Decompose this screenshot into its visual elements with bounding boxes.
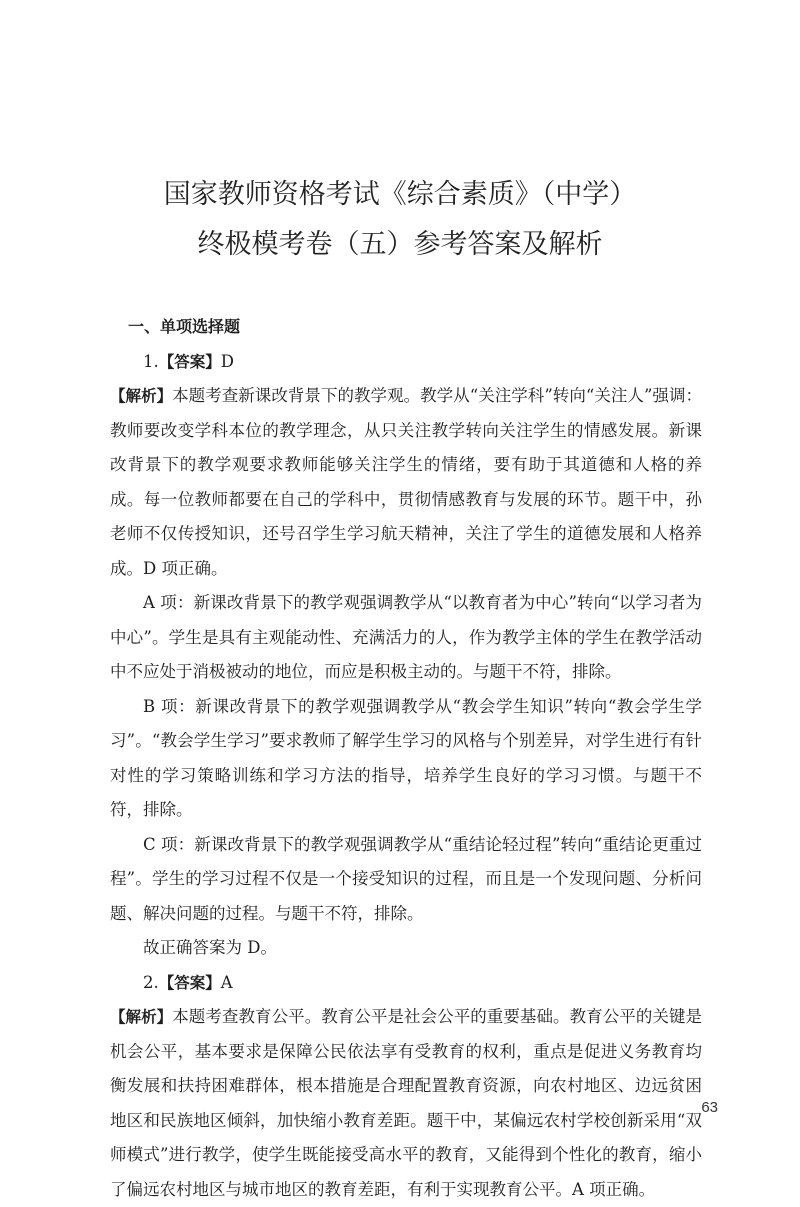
document-title (0, 170, 800, 270)
q1-analysis-label: 【解析】 (110, 387, 173, 405)
q1-answer-label: 【答案】 (158, 352, 221, 371)
title-line-1: 国家教师资格考试《综合素质》（中学） (163, 179, 637, 210)
q2-number: 2. (143, 972, 159, 992)
q1-analysis (110, 379, 702, 586)
q2-analysis-text: 本题考查教育公平。教育公平是社会公平的重要基础。教育公平的关键是机会公平，基本要求是保障公民依法享有受教育的权利，重点是促进义务教育均衡发展和扶持困难群体，根本措施是合理配置教育资源，向农村地区、边远贫困地区和民族地区倾斜，加快缩小教育差距。题干中，某偏远农村学校创新采用“双师模式”进行教学，使学生既能接受高水平的教育，又能得到个性化的教育，缩小了偏远农村地区与城市地区的教育差距，有利于实现教育公平。A 项正确。 (110, 1007, 702, 1199)
q2-answer-line (110, 966, 702, 1001)
answer-content (110, 310, 702, 1207)
q1-analysis-text: 本题考查新课改背景下的教学观。教学从“关注学科”转向“关注人”强调：教师要改变学科本位的教学理念，从只关注教学转向关注学生的情感发展。新课改背景下的教学观要求教师能够关注学生的情绪，要有助于其道德和人格的养成。每一位教师都要在自己的学科中，贯彻情感教育与发展的环节。题干中，孙老师不仅传授知识，还号召学生学习航天精神，关注了学生的道德发展和人格养成。D 项正确。 (110, 386, 702, 578)
section-heading: 一、单项选择题 (128, 317, 241, 336)
q1-option-a: A 项：新课改背景下的教学观强调教学从“以教育者为中心”转向“以学习者为中心”。学生是具有主观能动性、充满活力的人，作为教学主体的学生在教学活动中不应处于消极被动的地位，而应是积极主动的。与题干不符，排除。 (110, 593, 702, 681)
q1-option-c: C 项：新课改背景下的教学观强调教学从“重结论轻过程”转向“重结论更重过程”。学生的学习过程不仅是一个接受知识的过程，而且是一个发现问题、分析问题、解决问题的过程。与题干不符，排除。 (110, 834, 702, 923)
q1-number: 1. (143, 351, 159, 371)
q1-answer-value: D (220, 351, 234, 371)
q2-answer-value: A (220, 972, 233, 992)
q1-option-b: B 项：新课改背景下的教学观强调教学从“教会学生知识”转向“教会学生学习”。“教会学生学习”要求教师了解学生学习的风格与个别差异，对学生进行有针对性的学习策略训练和学习方法的指导，培养学生良好的学习习惯。与题干不符，排除。 (110, 696, 702, 819)
q2-analysis (110, 1000, 702, 1207)
q2-answer-label: 【答案】 (158, 973, 221, 992)
q1-answer-line (110, 345, 702, 380)
q1-conclusion: 故正确答案为 D。 (143, 938, 277, 957)
q2-analysis-label: 【解析】 (110, 1008, 173, 1026)
title-line-2: 终极模考卷（五）参考答案及解析 (197, 229, 603, 260)
page-number: 63 (701, 1099, 718, 1116)
